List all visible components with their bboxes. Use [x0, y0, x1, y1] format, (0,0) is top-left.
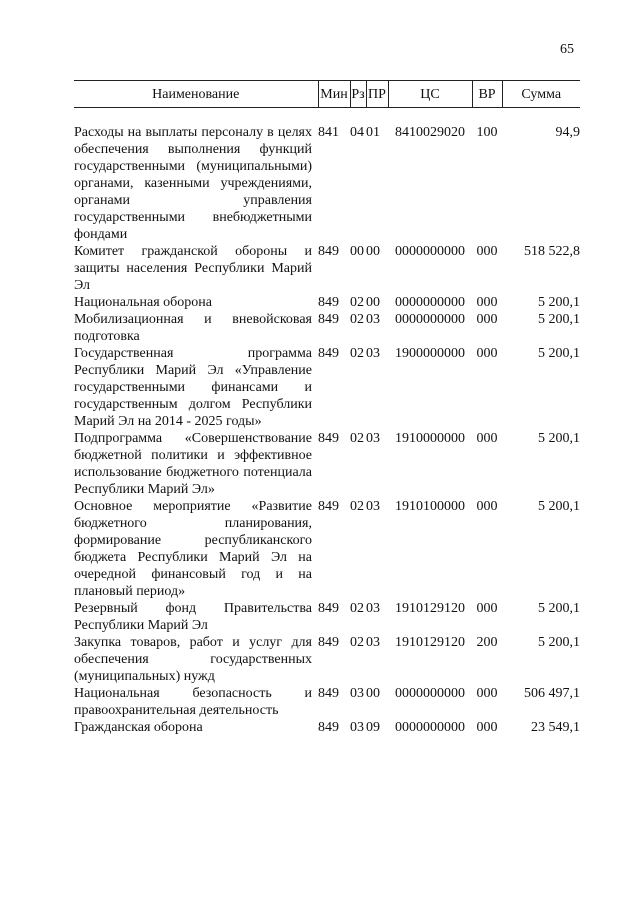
table-row — [74, 600, 580, 634]
table-row — [74, 685, 580, 719]
row-pr: 03 — [366, 431, 380, 446]
page-number: 65 — [560, 42, 574, 57]
budget-table — [74, 80, 580, 736]
table-row — [74, 634, 580, 685]
row-vr: 000 — [476, 720, 498, 735]
row-sum: 23 549,1 — [531, 720, 580, 735]
row-rz: 02 — [350, 431, 364, 446]
row-sum: 518 522,8 — [524, 244, 580, 259]
row-rz: 02 — [350, 499, 364, 514]
row-vr: 200 — [476, 635, 498, 650]
row-sum: 5 200,1 — [538, 635, 580, 650]
header-sum: Сумма — [502, 81, 580, 108]
row-cs: 0000000000 — [395, 686, 465, 701]
row-name: Национальная оборона — [74, 295, 212, 310]
row-rz: 02 — [350, 346, 364, 361]
row-min: 849 — [318, 686, 339, 701]
row-cs: 1910129120 — [395, 601, 465, 616]
row-sum: 5 200,1 — [538, 601, 580, 616]
header-min: Мин — [318, 81, 350, 108]
row-rz: 02 — [350, 312, 364, 327]
row-sum: 5 200,1 — [538, 295, 580, 310]
row-sum: 5 200,1 — [538, 499, 580, 514]
table-row — [74, 498, 580, 600]
row-rz: 02 — [350, 635, 364, 650]
row-pr: 03 — [366, 601, 380, 616]
row-pr: 00 — [366, 295, 380, 310]
row-min: 849 — [318, 312, 339, 327]
row-vr: 000 — [476, 686, 498, 701]
row-vr: 000 — [476, 244, 498, 259]
row-vr: 000 — [476, 312, 498, 327]
header-rz: Рз — [350, 81, 366, 108]
row-vr: 000 — [476, 601, 498, 616]
row-cs: 0000000000 — [395, 312, 465, 327]
table-row — [74, 430, 580, 498]
row-cs: 8410029020 — [395, 125, 465, 140]
row-min: 849 — [318, 720, 339, 735]
row-vr: 100 — [476, 125, 498, 140]
row-cs: 0000000000 — [395, 295, 465, 310]
row-cs: 0000000000 — [395, 244, 465, 259]
row-name: Национальная безопасность и правоохранительная деятельность — [74, 686, 312, 718]
row-pr: 03 — [366, 635, 380, 650]
table-row — [74, 311, 580, 345]
table-row — [74, 243, 580, 294]
row-pr: 03 — [366, 346, 380, 361]
row-min: 841 — [318, 125, 339, 140]
row-min: 849 — [318, 346, 339, 361]
row-min: 849 — [318, 635, 339, 650]
table-row — [74, 719, 580, 736]
row-pr: 03 — [366, 312, 380, 327]
row-sum: 94,9 — [555, 125, 580, 140]
row-name: Подпрограмма «Совершенствование бюджетной политики и эффективное использование бюджетного потенциала Республики Марий Эл» — [74, 431, 312, 497]
row-name: Гражданская оборона — [74, 720, 203, 735]
row-pr: 00 — [366, 244, 380, 259]
row-rz: 00 — [350, 244, 364, 259]
row-min: 849 — [318, 431, 339, 446]
table-row — [74, 294, 580, 311]
row-sum: 5 200,1 — [538, 431, 580, 446]
row-vr: 000 — [476, 499, 498, 514]
row-sum: 5 200,1 — [538, 346, 580, 361]
header-pr: ПР — [366, 81, 388, 108]
row-pr: 00 — [366, 686, 380, 701]
table-row — [74, 345, 580, 430]
row-cs: 0000000000 — [395, 720, 465, 735]
row-pr: 03 — [366, 499, 380, 514]
header-name: Наименование — [74, 81, 318, 108]
row-cs: 1910000000 — [395, 431, 465, 446]
table-row — [74, 108, 580, 244]
row-rz: 03 — [350, 686, 364, 701]
row-name: Комитет гражданской обороны и защиты населения Республики Марий Эл — [74, 244, 312, 293]
row-cs: 1910129120 — [395, 635, 465, 650]
row-name: Мобилизационная и вневойсковая подготовка — [74, 312, 312, 344]
table-header-row — [74, 81, 580, 108]
row-min: 849 — [318, 295, 339, 310]
row-vr: 000 — [476, 295, 498, 310]
row-name: Основное мероприятие «Развитие бюджетного планирования, формирование республиканского бюджета Республики Марий Эл на очередной финансовый год и на плановый период» — [74, 499, 312, 599]
header-vr: ВР — [472, 81, 502, 108]
row-rz: 02 — [350, 295, 364, 310]
row-name: Закупка товаров, работ и услуг для обеспечения государственных (муниципальных) нужд — [74, 635, 312, 684]
row-rz: 03 — [350, 720, 364, 735]
row-name: Расходы на выплаты персоналу в целях обеспечения выполнения функций государственными (муниципальными) органами, казенными учреждениями, органами управления государственными внебюджетными фондами — [74, 125, 312, 242]
row-name: Резервный фонд Правительства Республики Марий Эл — [74, 601, 312, 633]
row-rz: 02 — [350, 601, 364, 616]
row-name: Государственная программа Республики Марий Эл «Управление государственными финансами и государственным долгом Республики Марий Эл на 2014 - 2025 годы» — [74, 346, 312, 429]
row-cs: 1910100000 — [395, 499, 465, 514]
header-cs: ЦС — [388, 81, 472, 108]
row-pr: 01 — [366, 125, 380, 140]
row-pr: 09 — [366, 720, 380, 735]
row-sum: 5 200,1 — [538, 312, 580, 327]
row-rz: 04 — [350, 125, 364, 140]
row-min: 849 — [318, 244, 339, 259]
row-min: 849 — [318, 601, 339, 616]
row-min: 849 — [318, 499, 339, 514]
row-vr: 000 — [476, 431, 498, 446]
row-sum: 506 497,1 — [524, 686, 580, 701]
row-cs: 1900000000 — [395, 346, 465, 361]
row-vr: 000 — [476, 346, 498, 361]
